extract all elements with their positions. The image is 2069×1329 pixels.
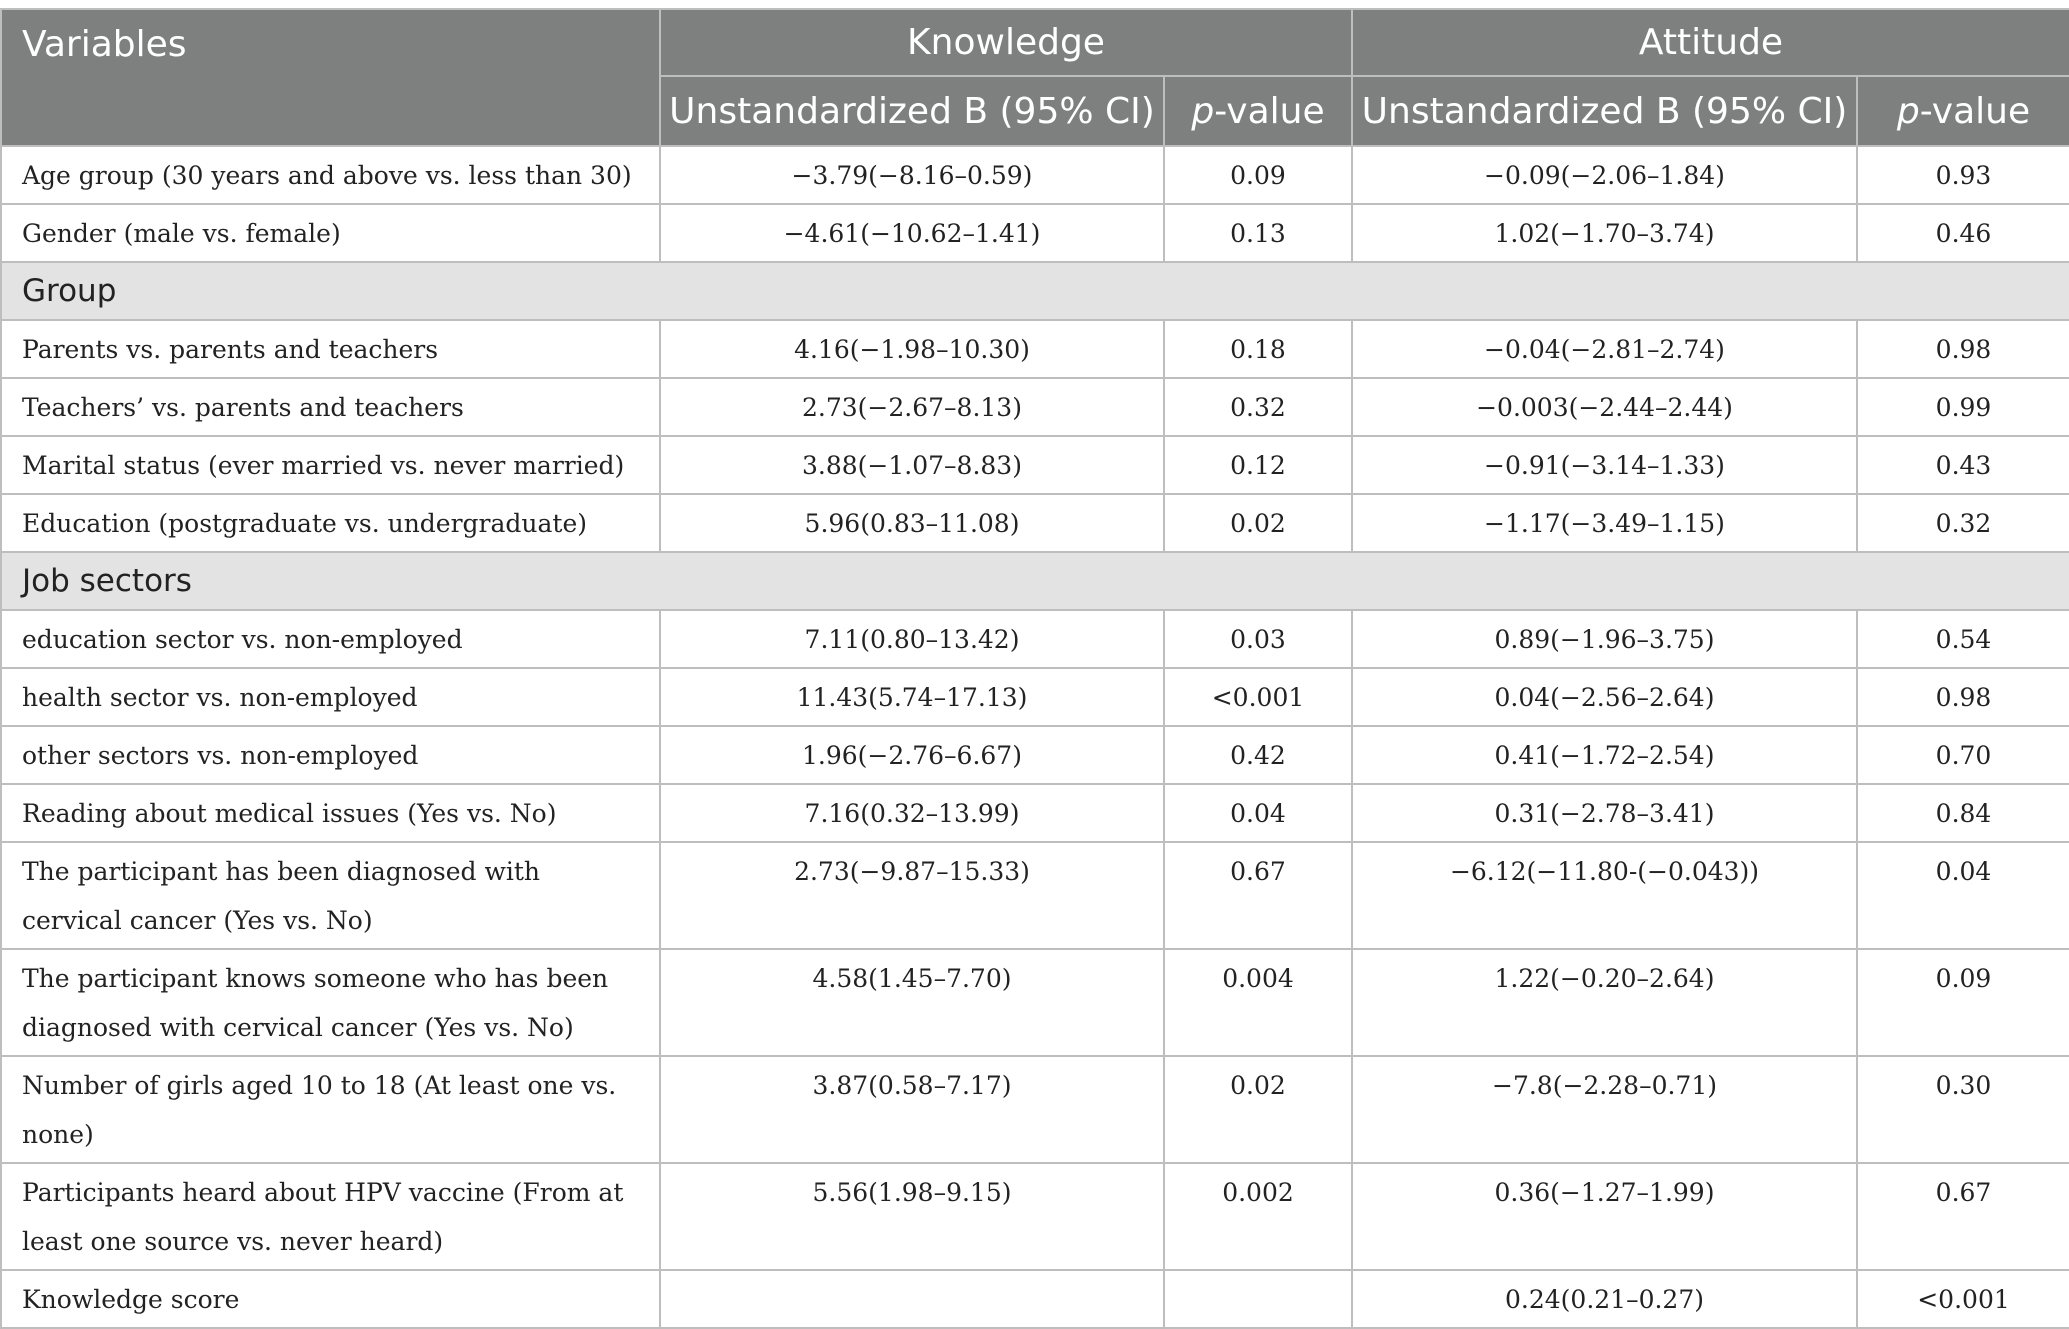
knowledge-b-cell: 2.73(−2.67–8.13) — [660, 378, 1164, 436]
knowledge-p-cell: 0.13 — [1164, 204, 1352, 262]
attitude-p-cell: 0.98 — [1857, 668, 2069, 726]
table-row — [1, 784, 2069, 842]
knowledge-p-cell: 0.02 — [1164, 494, 1352, 552]
table-body — [1, 146, 2069, 1328]
variable-cell: education sector vs. non-employed — [1, 610, 660, 668]
table-row — [1, 378, 2069, 436]
attitude-p-cell: 0.43 — [1857, 436, 2069, 494]
header-knowledge: Knowledge — [660, 9, 1352, 76]
knowledge-b-cell: 3.87(0.58–7.17) — [660, 1056, 1164, 1163]
attitude-b-cell: −0.003(−2.44–2.44) — [1352, 378, 1857, 436]
header-variables: Variables — [1, 9, 660, 146]
attitude-p-cell: 0.04 — [1857, 842, 2069, 949]
knowledge-b-cell: 2.73(−9.87–15.33) — [660, 842, 1164, 949]
table-row — [1, 668, 2069, 726]
knowledge-b-cell: 5.96(0.83–11.08) — [660, 494, 1164, 552]
variable-cell: Participants heard about HPV vaccine (From at least one source vs. never heard) — [1, 1163, 660, 1270]
section-row — [1, 552, 2069, 610]
attitude-p-cell: 0.30 — [1857, 1056, 2069, 1163]
variable-cell: Teachers’ vs. parents and teachers — [1, 378, 660, 436]
knowledge-p-cell: 0.67 — [1164, 842, 1352, 949]
section-group: Group — [1, 262, 2069, 320]
attitude-b-cell: 0.89(−1.96–3.75) — [1352, 610, 1857, 668]
section-row — [1, 262, 2069, 320]
header-attitude-b: Unstandardized B (95% CI) — [1352, 76, 1857, 146]
table-row — [1, 204, 2069, 262]
attitude-b-cell: 0.36(−1.27–1.99) — [1352, 1163, 1857, 1270]
knowledge-b-cell: 11.43(5.74–17.13) — [660, 668, 1164, 726]
knowledge-p-cell: 0.18 — [1164, 320, 1352, 378]
variable-cell: Marital status (ever married vs. never married) — [1, 436, 660, 494]
knowledge-p-cell: 0.32 — [1164, 378, 1352, 436]
attitude-b-cell: −7.8(−2.28–0.71) — [1352, 1056, 1857, 1163]
variable-cell: Number of girls aged 10 to 18 (At least one vs. none) — [1, 1056, 660, 1163]
knowledge-b-cell: 7.11(0.80–13.42) — [660, 610, 1164, 668]
knowledge-p-cell: 0.004 — [1164, 949, 1352, 1056]
knowledge-p-cell: 0.04 — [1164, 784, 1352, 842]
knowledge-b-cell: 4.16(−1.98–10.30) — [660, 320, 1164, 378]
p-suffix: -value — [1919, 90, 2031, 132]
table-row — [1, 726, 2069, 784]
knowledge-p-cell: 0.002 — [1164, 1163, 1352, 1270]
header-attitude-p — [1857, 76, 2069, 146]
variable-cell: Age group (30 years and above vs. less than 30) — [1, 146, 660, 204]
knowledge-p-cell: 0.12 — [1164, 436, 1352, 494]
table-row — [1, 494, 2069, 552]
knowledge-b-cell: −4.61(−10.62–1.41) — [660, 204, 1164, 262]
attitude-b-cell: −6.12(−11.80-(−0.043)) — [1352, 842, 1857, 949]
variable-cell: Gender (male vs. female) — [1, 204, 660, 262]
knowledge-p-cell: 0.42 — [1164, 726, 1352, 784]
section-job-sectors: Job sectors — [1, 552, 2069, 610]
attitude-b-cell: 0.04(−2.56–2.64) — [1352, 668, 1857, 726]
attitude-p-cell: <0.001 — [1857, 1270, 2069, 1328]
variable-cell: Reading about medical issues (Yes vs. No) — [1, 784, 660, 842]
header-knowledge-b: Unstandardized B (95% CI) — [660, 76, 1164, 146]
regression-table — [0, 8, 2069, 1329]
variable-cell: The participant knows someone who has been diagnosed with cervical cancer (Yes vs. No) — [1, 949, 660, 1056]
attitude-p-cell: 0.54 — [1857, 610, 2069, 668]
attitude-p-cell: 0.70 — [1857, 726, 2069, 784]
table-row — [1, 610, 2069, 668]
variable-cell: health sector vs. non-employed — [1, 668, 660, 726]
knowledge-p-cell: <0.001 — [1164, 668, 1352, 726]
knowledge-p-cell: 0.02 — [1164, 1056, 1352, 1163]
attitude-b-cell: −0.09(−2.06–1.84) — [1352, 146, 1857, 204]
p-italic: p — [1896, 90, 1920, 132]
attitude-b-cell: −0.04(−2.81–2.74) — [1352, 320, 1857, 378]
p-italic: p — [1191, 90, 1215, 132]
attitude-b-cell: −0.91(−3.14–1.33) — [1352, 436, 1857, 494]
table-row — [1, 1163, 2069, 1270]
knowledge-b-cell: 5.56(1.98–9.15) — [660, 1163, 1164, 1270]
attitude-p-cell: 0.67 — [1857, 1163, 2069, 1270]
table-row — [1, 320, 2069, 378]
knowledge-b-cell: 7.16(0.32–13.99) — [660, 784, 1164, 842]
attitude-p-cell: 0.09 — [1857, 949, 2069, 1056]
table-row — [1, 1056, 2069, 1163]
table-header — [1, 9, 2069, 146]
knowledge-p-cell — [1164, 1270, 1352, 1328]
table-row — [1, 949, 2069, 1056]
attitude-p-cell: 0.84 — [1857, 784, 2069, 842]
header-attitude: Attitude — [1352, 9, 2069, 76]
knowledge-p-cell: 0.03 — [1164, 610, 1352, 668]
knowledge-b-cell: 1.96(−2.76–6.67) — [660, 726, 1164, 784]
attitude-p-cell: 0.98 — [1857, 320, 2069, 378]
knowledge-b-cell: 4.58(1.45–7.70) — [660, 949, 1164, 1056]
variable-cell: Parents vs. parents and teachers — [1, 320, 660, 378]
variable-cell: The participant has been diagnosed with cervical cancer (Yes vs. No) — [1, 842, 660, 949]
attitude-p-cell: 0.46 — [1857, 204, 2069, 262]
attitude-p-cell: 0.93 — [1857, 146, 2069, 204]
knowledge-b-cell: −3.79(−8.16–0.59) — [660, 146, 1164, 204]
table-row — [1, 842, 2069, 949]
header-row-top — [1, 9, 2069, 76]
table-row — [1, 146, 2069, 204]
table-row — [1, 436, 2069, 494]
table-row — [1, 1270, 2069, 1328]
attitude-b-cell: 1.22(−0.20–2.64) — [1352, 949, 1857, 1056]
variable-cell: other sectors vs. non-employed — [1, 726, 660, 784]
knowledge-p-cell: 0.09 — [1164, 146, 1352, 204]
attitude-b-cell: 1.02(−1.70–3.74) — [1352, 204, 1857, 262]
knowledge-b-cell — [660, 1270, 1164, 1328]
attitude-b-cell: 0.24(0.21–0.27) — [1352, 1270, 1857, 1328]
variable-cell: Knowledge score — [1, 1270, 660, 1328]
variable-cell: Education (postgraduate vs. undergraduate) — [1, 494, 660, 552]
attitude-b-cell: 0.41(−1.72–2.54) — [1352, 726, 1857, 784]
p-suffix: -value — [1214, 90, 1325, 132]
knowledge-b-cell: 3.88(−1.07–8.83) — [660, 436, 1164, 494]
attitude-b-cell: 0.31(−2.78–3.41) — [1352, 784, 1857, 842]
attitude-p-cell: 0.99 — [1857, 378, 2069, 436]
attitude-p-cell: 0.32 — [1857, 494, 2069, 552]
header-knowledge-p — [1164, 76, 1352, 146]
attitude-b-cell: −1.17(−3.49–1.15) — [1352, 494, 1857, 552]
